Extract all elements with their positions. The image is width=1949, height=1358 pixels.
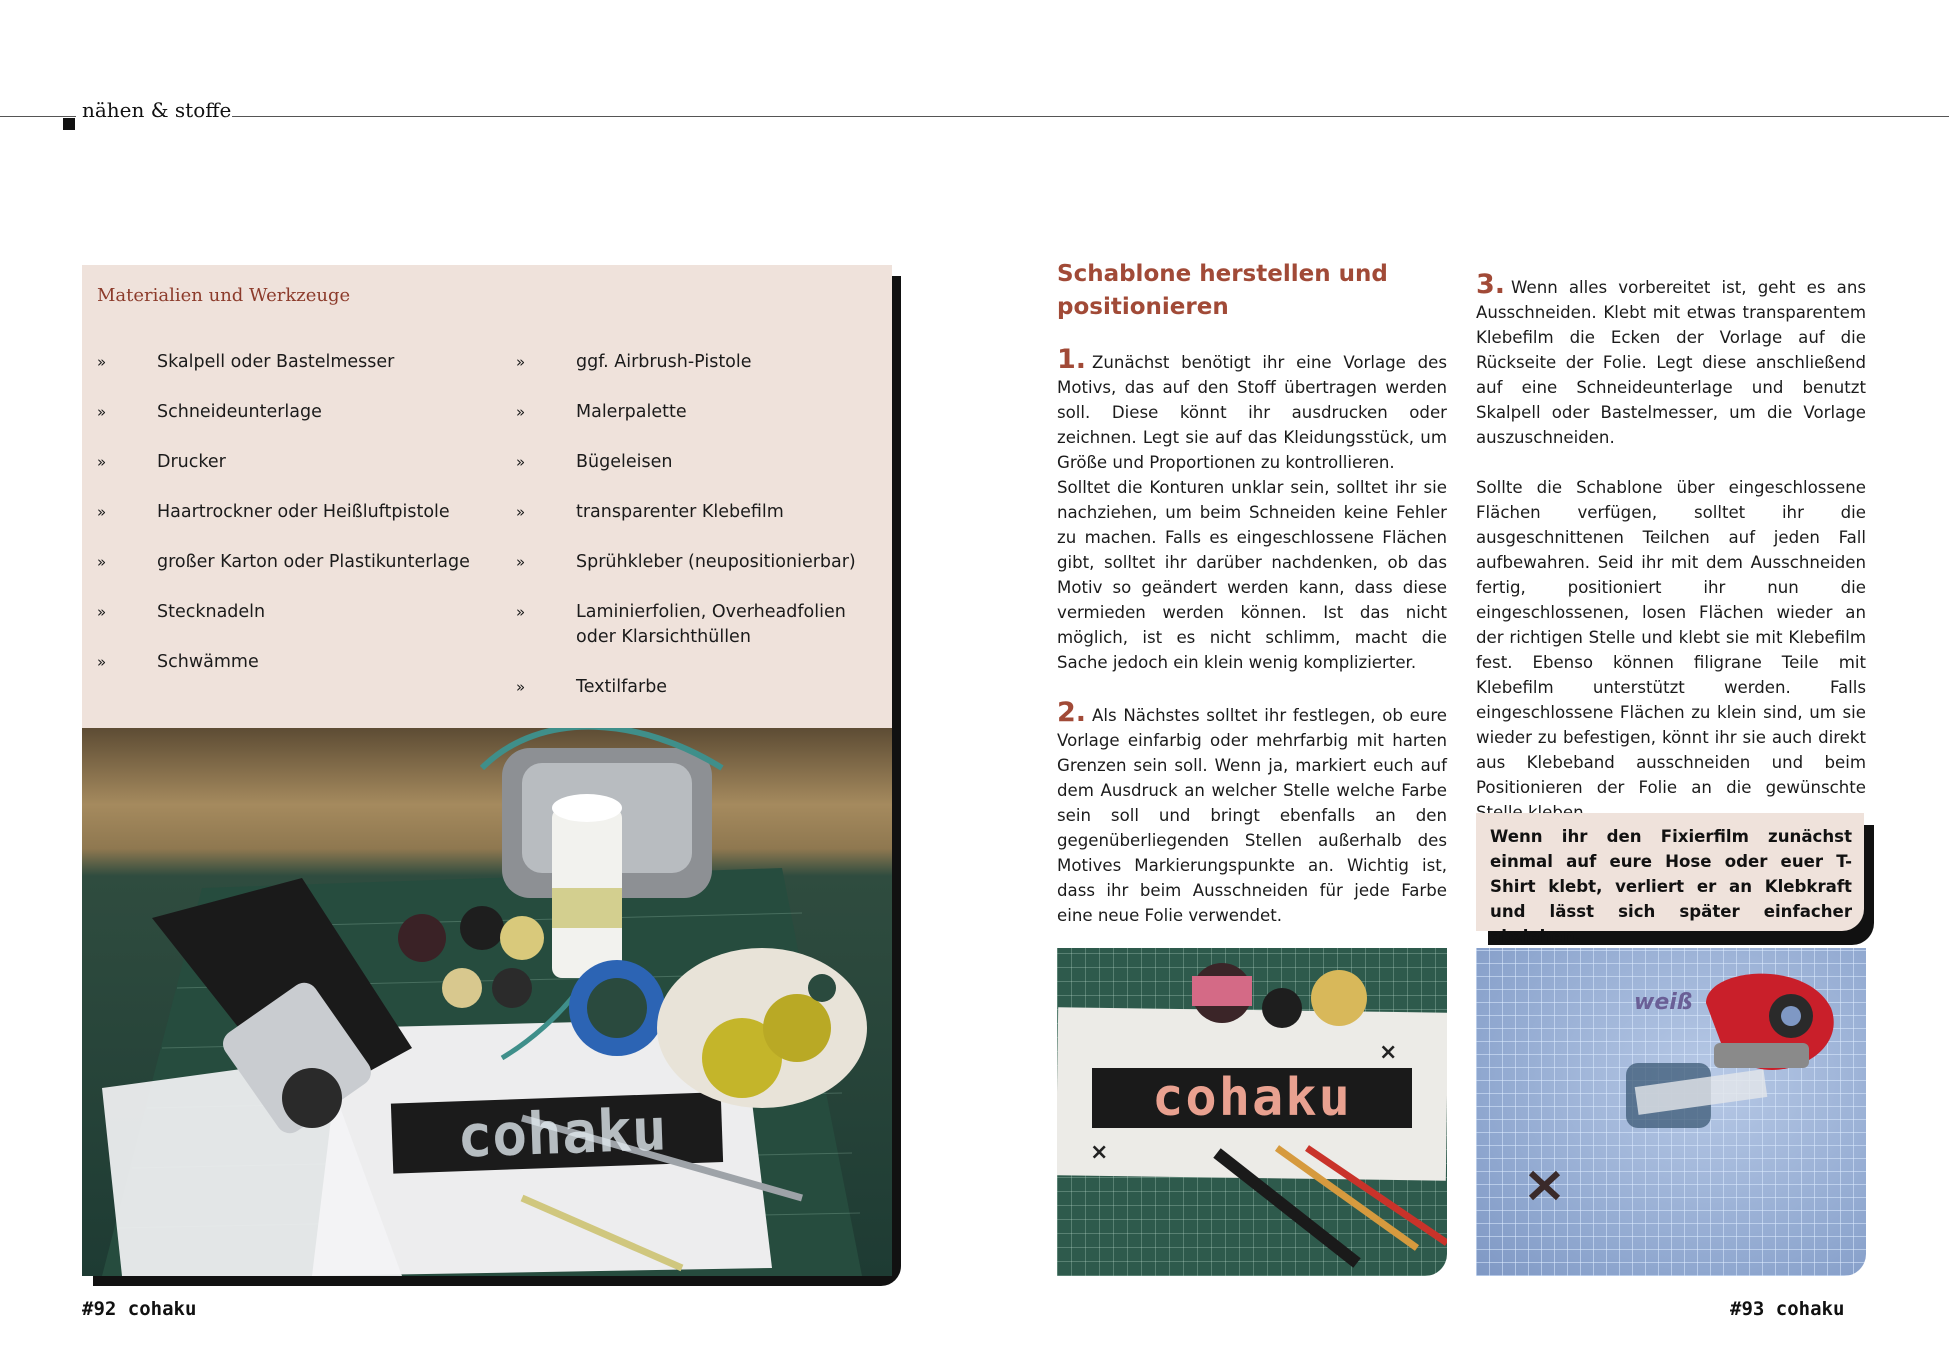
list-item: » Drucker (97, 452, 226, 472)
column-1 (1057, 344, 1447, 928)
list-item: » Skalpell oder Bastelmesser (97, 352, 395, 372)
list-item: » Malerpalette (516, 402, 687, 422)
step-2-paragraph: 2. Als Nächstes solltet ihr festlegen, ob eure Vorlage einfarbig oder mehrfarbig mit harten Grenzen sein soll. Wenn ja, markiert euch auf dem Ausdruck an welcher Stelle welche Farbe sein soll und bringt ebenfalls an den gegenüberliegenden Stellen außerhalb des Motives Markierungspunkte an. Wichtig ist, dass ihr beim Ausschneiden für jede Farbe eine neue Folie verwendet. (1057, 697, 1447, 925)
list-item: » Laminierfolien, Overheadfolien oder Klarsichthüllen (516, 602, 846, 647)
stencil-photo (1057, 948, 1447, 1276)
registration-mark: × (1090, 1140, 1109, 1165)
header-rule-right (232, 116, 1949, 117)
list-item: » Schwämme (97, 652, 259, 672)
list-item: » transparenter Klebefilm (516, 502, 784, 522)
step-3-paragraph: 3. Wenn alles vorbereitet ist, geht es ans Ausschneiden. Klebt mit etwas transparentem Klebefilm die Ecken der Vorlage auf die Rückseite der Folie. Legt diese anschließend auf eine Schneideunterlage und benutzt Skalpell oder Bastelmesser, um die Vorlage auszuschneiden. (1476, 269, 1866, 447)
column-2 (1476, 269, 1866, 825)
step-2-number: 2. (1057, 697, 1087, 728)
list-item: » Schneideunterlage (97, 402, 322, 422)
list-item: » großer Karton oder Plastikunterlage (97, 552, 470, 572)
tip-text: Wenn ihr den Fixierfilm zunächst einmal auf eure Hose oder euer T-Shirt klebt, verliert er an Klebkraft und lässt sich später einfacher abziehen. (1490, 827, 1852, 946)
registration-mark: × (1379, 1040, 1398, 1065)
folio-left: #92 cohaku (82, 1298, 197, 1320)
main-photo-logo: cohaku (456, 1095, 668, 1171)
list-item: » Sprühkleber (neupositionierbar) (516, 552, 856, 572)
step-1-paragraph-2: Solltet die Konturen unklar sein, solltet ihr sie nachziehen, um beim Schneiden keine Fehler zu machen. Falls es eingeschlossene Flächen gibt, solltet ihr darüber nachdenken, ob das Motiv so geändert werden kann, dass diese vermieden werden können. Ist das nicht möglich, ist es nicht schlimm, macht die Sache jedoch ein klein wenig komplizierter. (1057, 478, 1447, 672)
article-heading: Schablone herstellen und positionieren (1057, 261, 1388, 320)
materials-title: Materialien und Werkzeuge (97, 285, 351, 306)
materials-list-right (516, 350, 876, 725)
list-item: » ggf. Airbrush-Pistole (516, 352, 752, 372)
folio-right: #93 cohaku (1730, 1298, 1845, 1320)
label-weiss: weiß (1634, 990, 1693, 1015)
list-item: » Bügeleisen (516, 452, 673, 472)
materials-list-left (97, 350, 477, 700)
list-item: » Textilfarbe (516, 677, 668, 697)
list-item: » Stecknadeln (97, 602, 266, 622)
stencil-logo: cohaku (1152, 1068, 1352, 1128)
tape-photo (1476, 948, 1866, 1276)
step-3-number: 3. (1476, 269, 1506, 300)
step-3-paragraph-2: Sollte die Schablone über eingeschlossene Flächen verfügen, solltet ihr die ausgeschnittenen Teilchen auf jeden Fall aufbewahren. Seid ihr mit dem Ausschneiden fertig, positioniert ihr nun die eingeschlossenen, losen Flächen wieder an der richtigen Stelle und klebt sie mit Klebefilm fest. Ebenso können filigrane Teile mit Klebefilm unterstützt werden. Falls eingeschlossene Flächen zu klein sind, um sie wieder zu befestigen, könnt ihr sie auch direkt aus Klebeband ausschneiden und beim Positionieren der Folie an die gewünschte (1476, 478, 1866, 797)
list-item: » Haartrockner oder Heißluftpistole (97, 502, 450, 522)
header-square-icon (63, 118, 75, 130)
materials-photo (82, 728, 892, 1276)
step-1-paragraph: 1. Zunächst benötigt ihr eine Vorlage des Motivs, das auf den Stoff übertragen werden soll. Diese könnt ihr ausdrucken oder zeichnen. Legt sie auf das Kleidungsstück, um Größe und Proportionen zu kontrollieren. (1057, 344, 1447, 472)
section-label: nähen & stoffe (82, 98, 232, 122)
step-1-number: 1. (1057, 344, 1087, 375)
header-rule-left (0, 116, 76, 117)
